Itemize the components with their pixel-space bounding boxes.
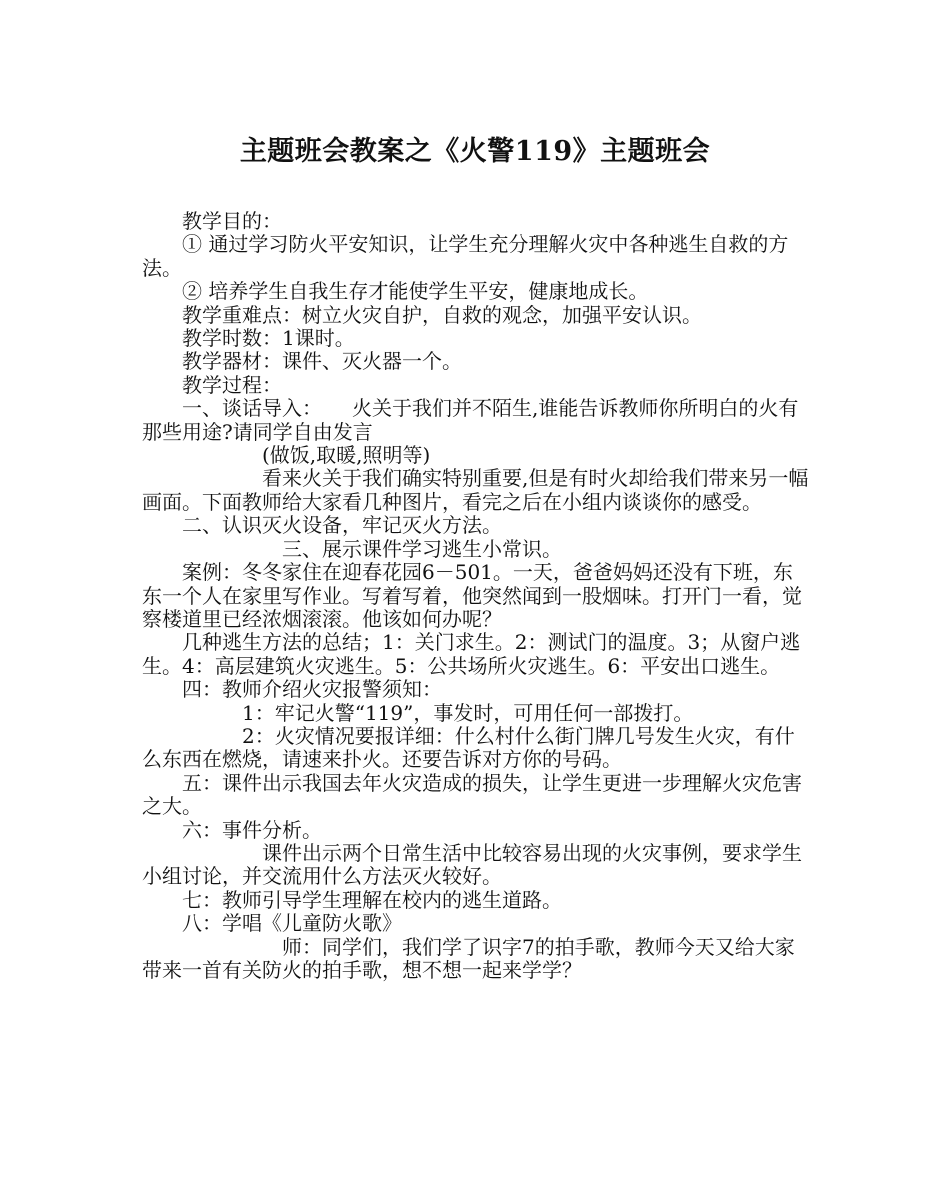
paragraph-section-2: 二、认识灭火设备，牢记灭火方法。 — [142, 513, 502, 538]
paragraph-section-4: 四：教师介绍火灾报警须知： — [142, 677, 442, 702]
paragraph-section-4-item-1: 1：牢记火警“119”，事发时，可用任何一部拨打。 — [142, 700, 694, 725]
paragraph-section-1: 一、谈话导入： 火关于我们并不陌生,谁能告诉教师你所明白的火有那些用途?请同学自由发言 — [142, 396, 799, 444]
paragraph-objective-1: ① 通过学习防火平安知识，让学生充分理解火灾中各种逃生自救的方法。 — [142, 232, 789, 280]
paragraph-section-8: 八：学唱《儿童防火歌》 — [142, 911, 402, 936]
paragraph-objective-heading: 教学目的： — [142, 209, 282, 233]
document-title: 主题班会教案之《火警119》主题班会 — [239, 136, 711, 167]
paragraph-section-3: 三、展示课件学习逃生小常识。 — [142, 536, 562, 561]
paragraph-section-8-detail: 师：同学们，我们学了识字7的拍手歌，教师今天又给大家带来一首有关防火的拍手歌，想不想一起来学学？ — [142, 934, 795, 982]
paragraph-section-5: 五：课件出示我国去年火灾造成的损失，让学生更进一步理解火灾危害之大。 — [142, 770, 802, 819]
paragraph-case: 案例：冬冬家住在迎春花园6－501。一天，爸爸妈妈还没有下班，东东一个人在家里写作业。写着写着，他突然闻到一股烟味。打开门一看，觉察楼道里已经浓烟滚滚。他该如何办呢？ — [142, 560, 802, 631]
paragraph-key-points: 教学重难点：树立火灾自护，自救的观念，加强平安认识。 — [142, 302, 702, 327]
paragraph-lesson-hours: 教学时数：1课时。 — [142, 326, 355, 351]
paragraph-objective-2: ② 培养学生自我生存才能使学生平安，健康地成长。 — [142, 279, 649, 304]
paragraph-materials: 教学器材：课件、灭火器一个。 — [142, 349, 462, 374]
paragraph-section-1-answers: (做饭,取暖,照明等) — [142, 443, 431, 468]
paragraph-section-4-item-2: 2：火灾情况要报详细：什么村什么街门牌几号发生火灾，有什么东西在燃烧，请速来扑火。还要告诉对方你的号码。 — [142, 723, 795, 772]
document-body — [142, 210, 812, 982]
paragraph-process-heading: 教学过程： — [142, 372, 282, 397]
paragraph-section-1-continued: 看来火关于我们确实特别重要,但是有时火却给我们带来另一幅画面。下面教师给大家看几种图片，看完之后在小组内谈谈你的感受。 — [142, 466, 809, 514]
paragraph-section-7: 七：教师引导学生理解在校内的逃生道路。 — [142, 887, 562, 912]
paragraph-escape-methods: 几种逃生方法的总结；1：关门求生。2：测试门的温度。3；从窗户逃生。4：高层建筑火灾逃生。5：公共场所火灾逃生。6：平安出口逃生。 — [142, 630, 801, 678]
paragraph-section-6-detail: 课件出示两个日常生活中比较容易出现的火灾事例，要求学生小组讨论，并交流用什么方法灭火较好。 — [142, 840, 802, 889]
paragraph-section-6: 六：事件分析。 — [142, 817, 322, 842]
